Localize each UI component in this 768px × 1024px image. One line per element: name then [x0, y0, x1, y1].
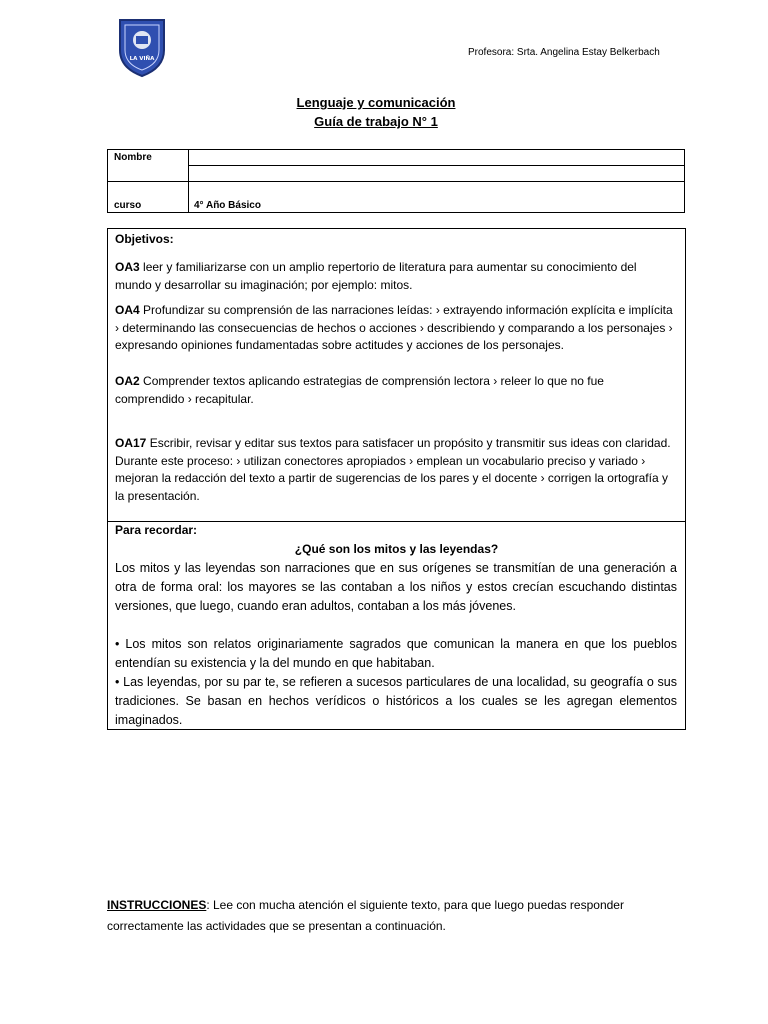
instructions: [107, 895, 667, 937]
logo-text: LA VIÑA: [129, 56, 155, 62]
oa17-text: Escribir, revisar y editar sus textos para satisfacer un propósito y transmitir sus ideas con claridad. Durante este proceso: › utilizan conectores apropiados › emplean un vocabulario preciso y variado › mejoran la redacción del texto a partir de sugerencias de los pares y el docente › corrigen la ortografía y la presentación.: [115, 436, 671, 503]
student-info-table: [107, 149, 685, 213]
curso-label: curso: [114, 200, 142, 211]
remember-heading: Para recordar:: [115, 523, 198, 537]
oa4-text: Profundizar su comprensión de las narraciones leídas: › extrayendo información explícita e implícita › determinando las consecuencias de hechos o acciones › describiendo y comparando a los personajes › expresando opiniones fundamentadas sobre actitudes y acciones de los personajes.: [115, 303, 673, 352]
subject-title: Lenguaje y comunicación: [296, 95, 456, 110]
oa2-code: OA2: [115, 374, 140, 388]
remember-question: ¿Qué son los mitos y las leyendas?: [294, 542, 499, 556]
oa3-code: OA3: [115, 260, 140, 274]
oa17-code: OA17: [115, 436, 147, 450]
objective-oa2: [115, 373, 675, 408]
oa3-text: leer y familiarizarse con un amplio repertorio de literatura para aumentar su conocimiento del mundo y desarrollar su imaginación; por ejemplo: mitos.: [115, 260, 637, 292]
objectives-heading: Objetivos:: [115, 232, 174, 246]
objectives-box: [107, 228, 686, 730]
objective-oa4: [115, 302, 675, 355]
remember-paragraph-3: • Las leyendas, por su par te, se refieren a sucesos particulares de una localidad, su geografía o sus tradiciones. Se basan en hechos verídicos o históricos a los cuales se les agregan elementos imaginados.: [115, 675, 677, 727]
nombre-label: Nombre: [114, 152, 152, 163]
remember-paragraph-1: Los mitos y las leyendas son narraciones que en sus orígenes se transmitían de una generación a otra de forma oral: los mayores se las contaban a los niños y estos crecían escuchando distintas versiones, que luego, cuando eran adultos, contaban a los más jóvenes.: [115, 561, 677, 613]
instructions-text: : Lee con mucha atención el siguiente texto, para que luego puedas responder correctamente las actividades que se presentan a continuación.: [107, 898, 624, 933]
school-crest-logo: [117, 16, 167, 78]
oa2-text: Comprender textos aplicando estrategias de comprensión lectora › releer lo que no fue comprendido › recapitular.: [115, 374, 604, 406]
objective-oa17: [115, 435, 675, 505]
teacher-name: Profesora: Srta. Angelina Estay Belkerbach: [468, 47, 660, 58]
instructions-label: INSTRUCCIONES: [107, 898, 207, 912]
worksheet-title: Guía de trabajo N° 1: [314, 114, 438, 129]
objective-oa3: [115, 259, 675, 294]
curso-value: 4° Año Básico: [194, 200, 261, 211]
oa4-code: OA4: [115, 303, 140, 317]
remember-paragraph-2: • Los mitos son relatos originariamente sagrados que comunican la manera en que los pueblos entendían su existencia y la del mundo en que habitaban.: [115, 637, 677, 670]
